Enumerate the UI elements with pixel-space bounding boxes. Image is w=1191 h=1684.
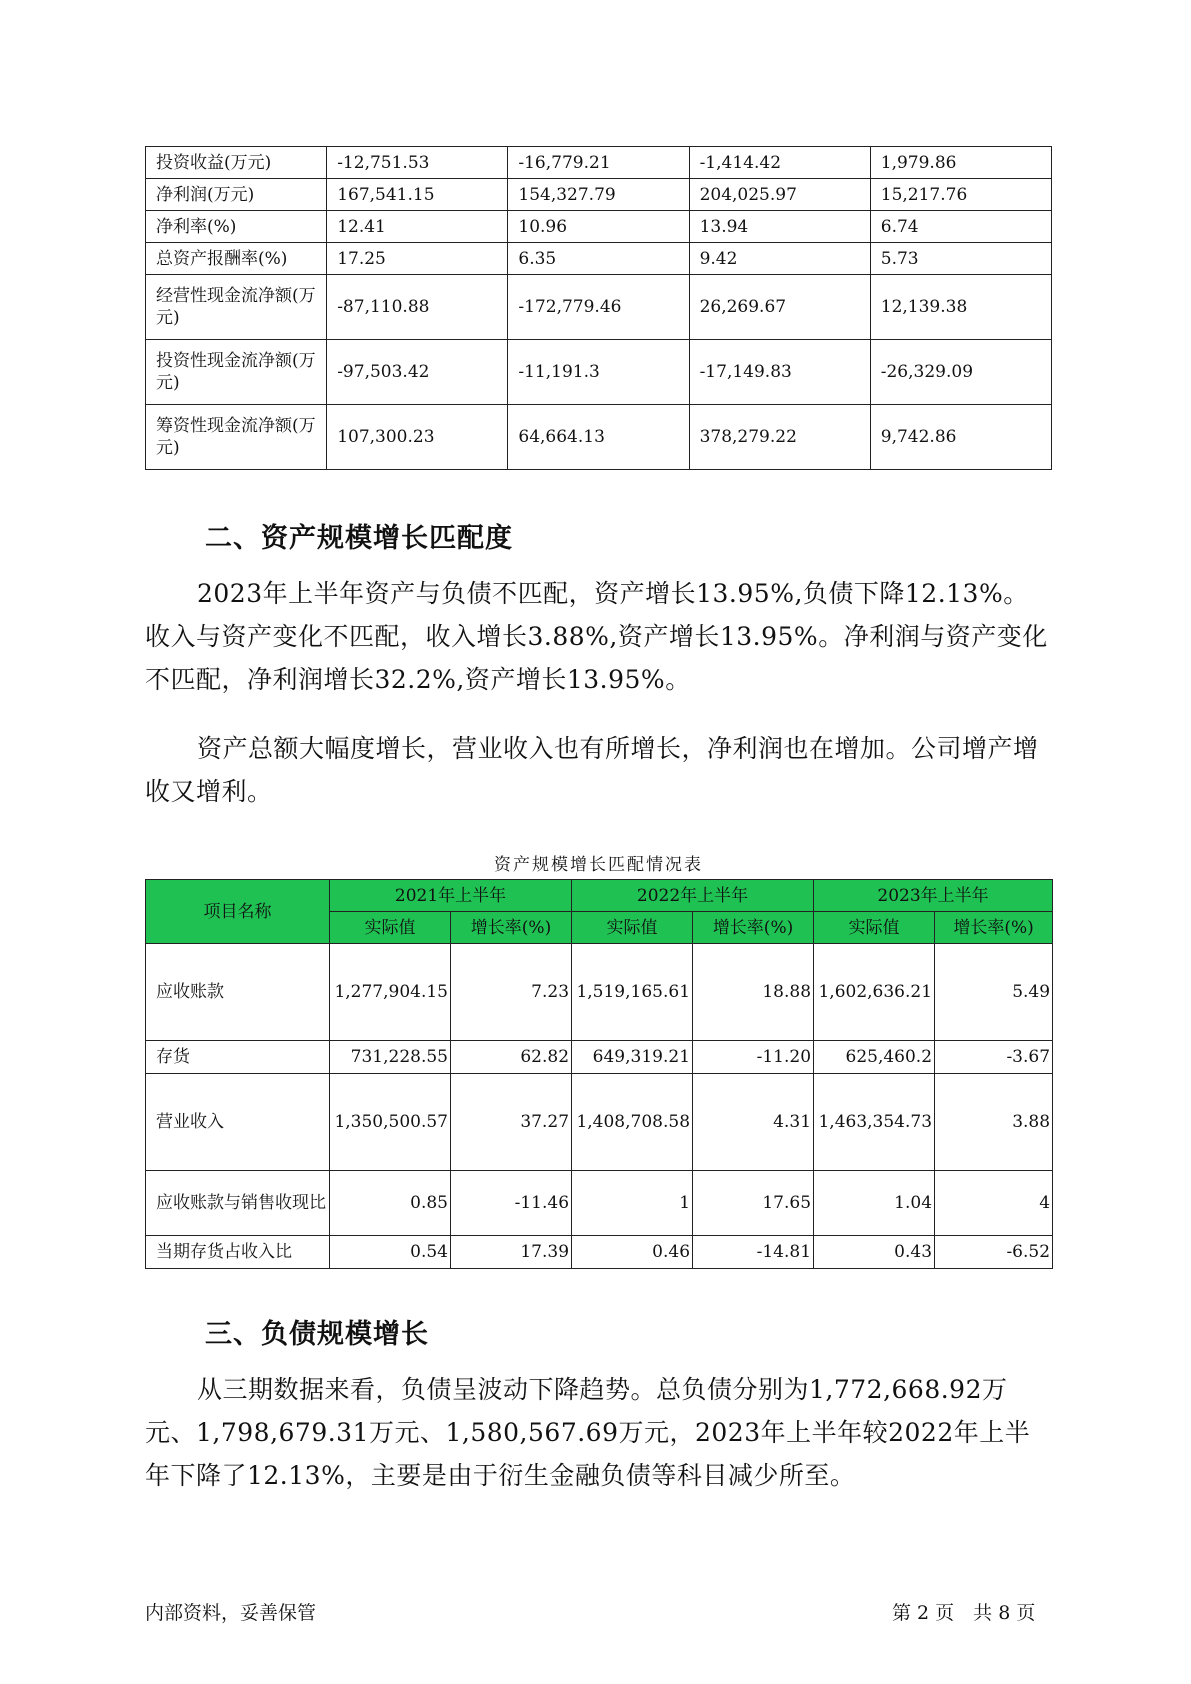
- table-row: [146, 275, 1052, 340]
- table-row: [146, 179, 1052, 211]
- cell-value: 731,228.55: [330, 1041, 451, 1074]
- cell-value: -16,779.21: [508, 147, 689, 179]
- cell-value: 5.73: [870, 243, 1051, 275]
- row-label: 净利润(万元): [146, 179, 327, 211]
- table-row: [146, 944, 1053, 1041]
- body-paragraph: 2023年上半年资产与负债不匹配，资产增长13.95%,负债下降12.13%。收入与资产变化不匹配，收入增长3.88%,资产增长13.95%。净利润与资产变化不匹配，净利润增长32.2%,资产增长13.95%。: [145, 579, 1048, 694]
- body-paragraph: 从三期数据来看，负债呈波动下降趋势。总负债分别为1,772,668.92万元、1,798,679.31万元、1,580,567.69万元，2023年上半年较2022年上半年下降了12.13%，主要是由于衍生金融负债等科目减少所至。: [145, 1375, 1031, 1490]
- cell-value: -17,149.83: [689, 340, 870, 405]
- row-label: 应收账款: [146, 944, 330, 1041]
- cell-value: 4.31: [693, 1074, 814, 1171]
- cell-value: 9.42: [689, 243, 870, 275]
- cell-value: 107,300.23: [327, 405, 508, 470]
- header-period: 2022年上半年: [572, 880, 814, 912]
- cell-value: 17.39: [451, 1236, 572, 1269]
- asset-growth-match-table: [145, 879, 1053, 1269]
- cell-value: 6.74: [870, 211, 1051, 243]
- cell-value: 26,269.67: [689, 275, 870, 340]
- cell-value: -12,751.53: [327, 147, 508, 179]
- row-label: 当期存货占收入比: [146, 1236, 330, 1269]
- row-label: 筹资性现金流净额(万元): [146, 405, 327, 470]
- cell-value: 1,408,708.58: [572, 1074, 693, 1171]
- footer-confidential-note: 内部资料，妥善保管: [145, 1602, 317, 1624]
- section-heading: 二、资产规模增长匹配度: [205, 523, 513, 554]
- cell-value: -172,779.46: [508, 275, 689, 340]
- cell-value: 1,979.86: [870, 147, 1051, 179]
- financial-summary-table: [145, 146, 1052, 470]
- table-row: [146, 1236, 1053, 1269]
- table-row: [146, 1171, 1053, 1236]
- cell-value: 154,327.79: [508, 179, 689, 211]
- table-row: [146, 147, 1052, 179]
- cell-value: -87,110.88: [327, 275, 508, 340]
- section-heading: 三、负债规模增长: [205, 1319, 429, 1350]
- cell-value: -11,191.3: [508, 340, 689, 405]
- cell-value: 1,350,500.57: [330, 1074, 451, 1171]
- row-label: 应收账款与销售收现比: [146, 1171, 330, 1236]
- cell-value: -1,414.42: [689, 147, 870, 179]
- cell-value: 5.49: [935, 944, 1053, 1041]
- cell-value: 18.88: [693, 944, 814, 1041]
- table-row: [146, 340, 1052, 405]
- cell-value: 1: [572, 1171, 693, 1236]
- body-paragraph: 资产总额大幅度增长，营业收入也有所增长，净利润也在增加。公司增产增收又增利。: [145, 734, 1039, 806]
- table-row: [146, 1074, 1053, 1171]
- cell-value: -26,329.09: [870, 340, 1051, 405]
- cell-value: 625,460.2: [814, 1041, 935, 1074]
- cell-value: 15,217.76: [870, 179, 1051, 211]
- header-period: 2023年上半年: [814, 880, 1053, 912]
- row-label: 经营性现金流净额(万元): [146, 275, 327, 340]
- cell-value: 6.35: [508, 243, 689, 275]
- table-header-row: [146, 880, 1053, 912]
- table-row: [146, 1041, 1053, 1074]
- row-label: 投资收益(万元): [146, 147, 327, 179]
- header-actual: 实际值: [330, 912, 451, 944]
- table-caption: 资产规模增长匹配情况表: [494, 855, 703, 875]
- cell-value: 1,277,904.15: [330, 944, 451, 1041]
- cell-value: 9,742.86: [870, 405, 1051, 470]
- cell-value: 1,463,354.73: [814, 1074, 935, 1171]
- cell-value: 0.46: [572, 1236, 693, 1269]
- table-row: [146, 211, 1052, 243]
- cell-value: -14.81: [693, 1236, 814, 1269]
- cell-value: -11.20: [693, 1041, 814, 1074]
- cell-value: 12,139.38: [870, 275, 1051, 340]
- row-label: 总资产报酬率(%): [146, 243, 327, 275]
- cell-value: 13.94: [689, 211, 870, 243]
- row-label: 营业收入: [146, 1074, 330, 1171]
- cell-value: 17.65: [693, 1171, 814, 1236]
- cell-value: -6.52: [935, 1236, 1053, 1269]
- header-period: 2021年上半年: [330, 880, 572, 912]
- cell-value: 3.88: [935, 1074, 1053, 1171]
- cell-value: 4: [935, 1171, 1053, 1236]
- header-actual: 实际值: [814, 912, 935, 944]
- header-rate: 增长率(%): [693, 912, 814, 944]
- row-label: 投资性现金流净额(万元): [146, 340, 327, 405]
- cell-value: 12.41: [327, 211, 508, 243]
- cell-value: 10.96: [508, 211, 689, 243]
- cell-value: 37.27: [451, 1074, 572, 1171]
- cell-value: -11.46: [451, 1171, 572, 1236]
- table-row: [146, 405, 1052, 470]
- cell-value: 64,664.13: [508, 405, 689, 470]
- header-item-name: 项目名称: [146, 880, 330, 944]
- header-rate: 增长率(%): [935, 912, 1053, 944]
- cell-value: 7.23: [451, 944, 572, 1041]
- cell-value: -97,503.42: [327, 340, 508, 405]
- cell-value: 1.04: [814, 1171, 935, 1236]
- cell-value: -3.67: [935, 1041, 1053, 1074]
- row-label: 净利率(%): [146, 211, 327, 243]
- header-actual: 实际值: [572, 912, 693, 944]
- cell-value: 649,319.21: [572, 1041, 693, 1074]
- footer-page-number: 第 2 页 共 8 页: [892, 1602, 1036, 1624]
- cell-value: 204,025.97: [689, 179, 870, 211]
- cell-value: 0.85: [330, 1171, 451, 1236]
- header-rate: 增长率(%): [451, 912, 572, 944]
- cell-value: 0.43: [814, 1236, 935, 1269]
- cell-value: 1,602,636.21: [814, 944, 935, 1041]
- table-row: [146, 243, 1052, 275]
- row-label: 存货: [146, 1041, 330, 1074]
- cell-value: 378,279.22: [689, 405, 870, 470]
- cell-value: 167,541.15: [327, 179, 508, 211]
- cell-value: 17.25: [327, 243, 508, 275]
- cell-value: 0.54: [330, 1236, 451, 1269]
- cell-value: 62.82: [451, 1041, 572, 1074]
- cell-value: 1,519,165.61: [572, 944, 693, 1041]
